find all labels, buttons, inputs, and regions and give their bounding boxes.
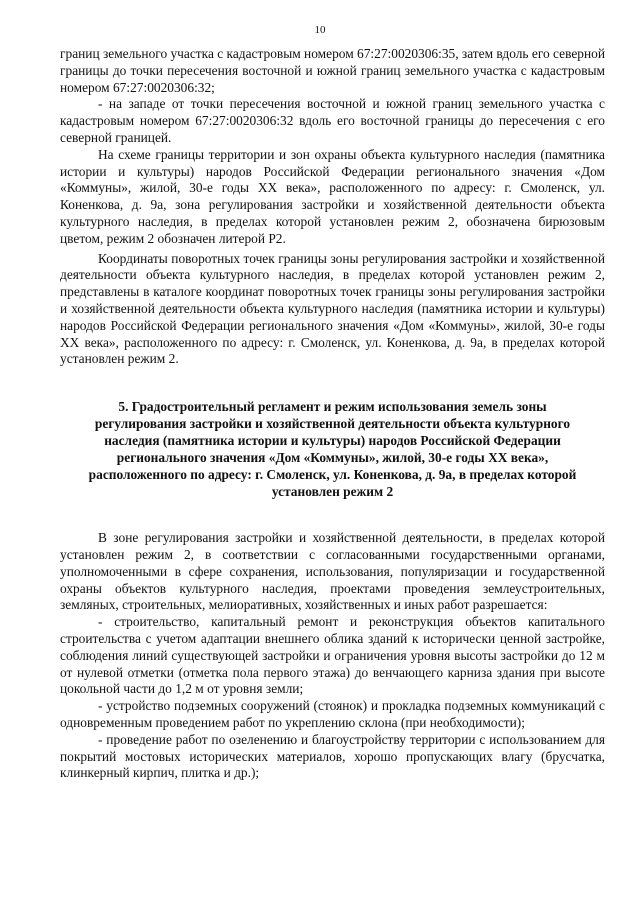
page-number: 10 [314, 24, 326, 36]
list-item-landscaping: - проведение работ по озеленению и благоустройству территории с использованием для покрытий мостовых исторических материалов, хорошо пропускающих влагу (брусчатка, клинкерный кирпич, плитка и др.); [60, 731, 605, 781]
paragraph-west-boundary: - на западе от точки пересечения восточной и южной границ земельного участка с кадастровым номером 67:27:0020306:32 вдоль его восточной границы до пересечения с его северной границей. [60, 96, 605, 145]
section-heading: 5. Градостроительный регламент и режим использования земель зоны регулирования застройки и хозяйственной деятельности объекта культурного наследия (памятника истории и культуры) народов Российской Федерации регионального значения «Дом «Коммуны», жилой, 30-е годы XX века», расположенного по адресу: г. Смоленск, ул. Коненкова, д. 9а, в пределах которой установлен режим 2 [88, 399, 577, 500]
paragraph-continuation: границ земельного участка с кадастровым номером 67:27:0020306:35, затем вдоль его северной границы до точки пересечения восточной и южной границ земельного участка с кадастровым номером 67:27:0020306:32; [60, 46, 605, 95]
paragraph-coordinates: Координаты поворотных точек границы зоны регулирования застройки и хозяйственной деятельности объекта культурного наследия, в пределах которой установлен режим 2, представлены в каталоге координат поворотных точек границы зоны регулирования застройки и хозяйственной деятельности объекта культурного наследия (памятника истории и культуры) народов Российской Федерации регионального значения «Дом «Коммуны», жилой, 30-е годы XX века», расположенного по адресу: г. Смоленск, ул. Коненкова, д. 9а, в пределах которой установлен режим 2. [60, 250, 605, 367]
list-item-construction: - строительство, капитальный ремонт и реконструкция объектов капитального строительства с учетом адаптации внешнего облика зданий к исторически ценной застройке, соблюдения линий существующей застройки и ограничения уровня высоты застройки до 12 м от нулевой отметки (отметка пола первого этажа) до венчающего карниза здания при высоте цокольной части до 1,2 м от уровня земли; [60, 614, 605, 697]
list-item-underground: - устройство подземных сооружений (стоянок) и прокладка подземных коммуникаций с одновременным проведением работ по укреплению склона (при необходимости); [60, 698, 605, 730]
paragraph-scheme: На схеме границы территории и зон охраны объекта культурного наследия (памятника истории и культуры) народов Российской Федерации регионального значения «Дом «Коммуны», жилой, 30-е годы XX века», расположенного по адресу: г. Смоленск, ул. Коненкова, д. 9а, зона регулирования застройки и хозяйственной деятельности объекта культурного наследия, в пределах которой установлен режим 2, обозначена бирюзовым цветом, режим 2 обозначен литерой Р2. [60, 146, 605, 246]
document-body [60, 46, 605, 782]
paragraph-zone-permissions: В зоне регулирования застройки и хозяйственной деятельности, в пределах которой установлен режим 2, в соответствии с согласованными государственными органами, уполномоченными в сфере сохранения, использования, популяризации и государственной охраны объектов культурного наследия, проектами проведения землеустроительных, земляных, строительных, мелиоративных, хозяйственных и иных работ разрешается: [60, 530, 605, 613]
